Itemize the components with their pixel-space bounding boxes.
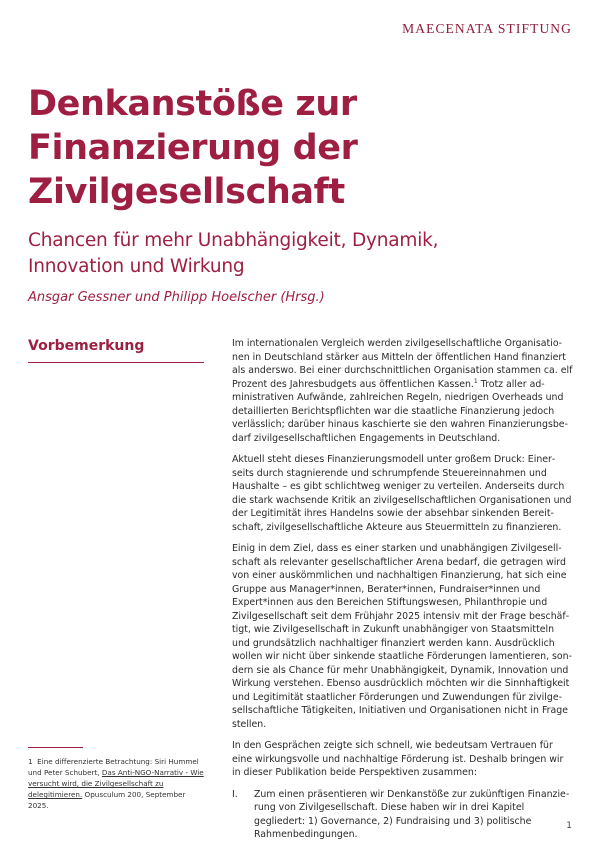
footnote-text: Eine differenzierte Betrachtung: Siri Hummel und Peter Schubert, — [28, 757, 199, 777]
body-paragraph-1 — [232, 337, 573, 445]
footnote-reference[interactable]: 1 — [473, 377, 478, 385]
brand-logo-text: MAECENATA STIFTUNG — [402, 21, 572, 36]
footnote-divider — [28, 747, 83, 748]
list-item-number: I. — [232, 788, 238, 800]
footnote-link[interactable]: Das Anti-NGO-Narrativ - Wie versucht wird, die Zivilgesellschaft zu delegitimieren. — [28, 768, 204, 799]
body-text-column — [232, 337, 573, 842]
page-subtitle: Chancen für mehr Unabhängigkeit, Dynamik, Innovation und Wirkung — [28, 230, 439, 277]
footnote-number: 1 — [28, 757, 33, 766]
body-paragraph-3: Einig in dem Ziel, dass es einer starken und unabhängigen Zivilgesellschaft als relevanter gesellschaftlicher Arena bedarf, die getragen wird von einer auskömmlichen und nachhaltigen Finanzierung, hat sich eine Gruppe aus Manager*innen, Berater*innen, Fundraiser*innen und Expert*innen aus den Bereichen Stiftungswesen, Philanthropie und Zivilgesellschaft seit dem Frühjahr 2025 intensiv mit der Frage beschäftigt, wie Zivilgesellschaft in Zukunft unabhängiger von Staatsmitteln und grundsätzlich nachhaltiger finanziert werden kann. Ausdrücklich wollen wir nicht über sinkende staatliche Förderungen lamentieren, sondern sie als Chance für mehr Unabhängigkeit, Dynamik, Innovation und Wirkung verstehen. Ebenso ausdrücklich möchten wir die Sinnhaftigkeit und Legitimität staatlicher Förderungen und Zuwendungen für zivilgesellschaftliche Tätigkeiten, Initiativen und Organisationen nicht in Frage stellen. — [232, 543, 573, 730]
editors-line: Ansgar Gessner und Philipp Hoelscher (Hrsg.) — [28, 290, 325, 305]
page-title: Denkanstöße zur Finanzierung der Zivilgesellschaft — [28, 84, 358, 212]
footnote — [28, 756, 206, 811]
list-item-text: Zum einen präsentieren wir Denkanstöße zur zukünftigen Finanzierung von Zivilgesellschaft. Diese haben wir in drei Kapitel gegliedert: 1) Governance, 2) Fundraising und 3) politische Rahmenbedingungen. — [254, 788, 570, 840]
body-paragraph-1-start: Im internationalen Vergleich werden zivilgesellschaftliche Organisationen in Deutschland stärker aus Mitteln der öffentlichen Hand finanziert als anderswo. Bei einer durchschnittlichen Organisation stammen ca. elf Prozent des Jahresbudgets aus öffentlichen Kassen. — [232, 338, 573, 390]
body-paragraph-2: Aktuell steht dieses Finanzierungsmodell unter großem Druck: Einerseits durch stagnierende und schrumpfende Steuereinnahmen und Haushalte – es gibt schlichtweg weniger zu verteilen. Anderseits durch die stark wachsende Kritik an zivilgesellschaftlichen Organisationen und der Legitimität ihres Handelns sowie der absehbar sinkenden Bereitschaft, zivilgesellschaftliche Akteure aus Steuermitteln zu finanzieren. — [232, 454, 572, 533]
page-number: 1 — [566, 821, 572, 831]
footnote-text-end: Opusculum 200, September 2025. — [28, 790, 186, 810]
body-paragraph-1-end: Trotz aller administrativen Aufwände, zahlreichen Regeln, niedrigen Overheads und detaillierten Berichtspflichten war die staatliche Finanzierung jedoch verlässlich; darüber hinaus kaschierte sie den wahren Finanzierungsbedarf zivilgesellschaftlichen Engagements in Deutschland. — [232, 378, 568, 444]
section-heading: Vorbemerkung — [28, 338, 204, 363]
body-paragraph-4: In den Gesprächen zeigte sich schnell, wie bedeutsam Vertrauen für eine wirkungsvolle und nachhaltige Förderung ist. Deshalb bringen wir in dieser Publikation beide Perspektiven zusammen: — [232, 740, 564, 778]
list-item — [232, 788, 573, 842]
